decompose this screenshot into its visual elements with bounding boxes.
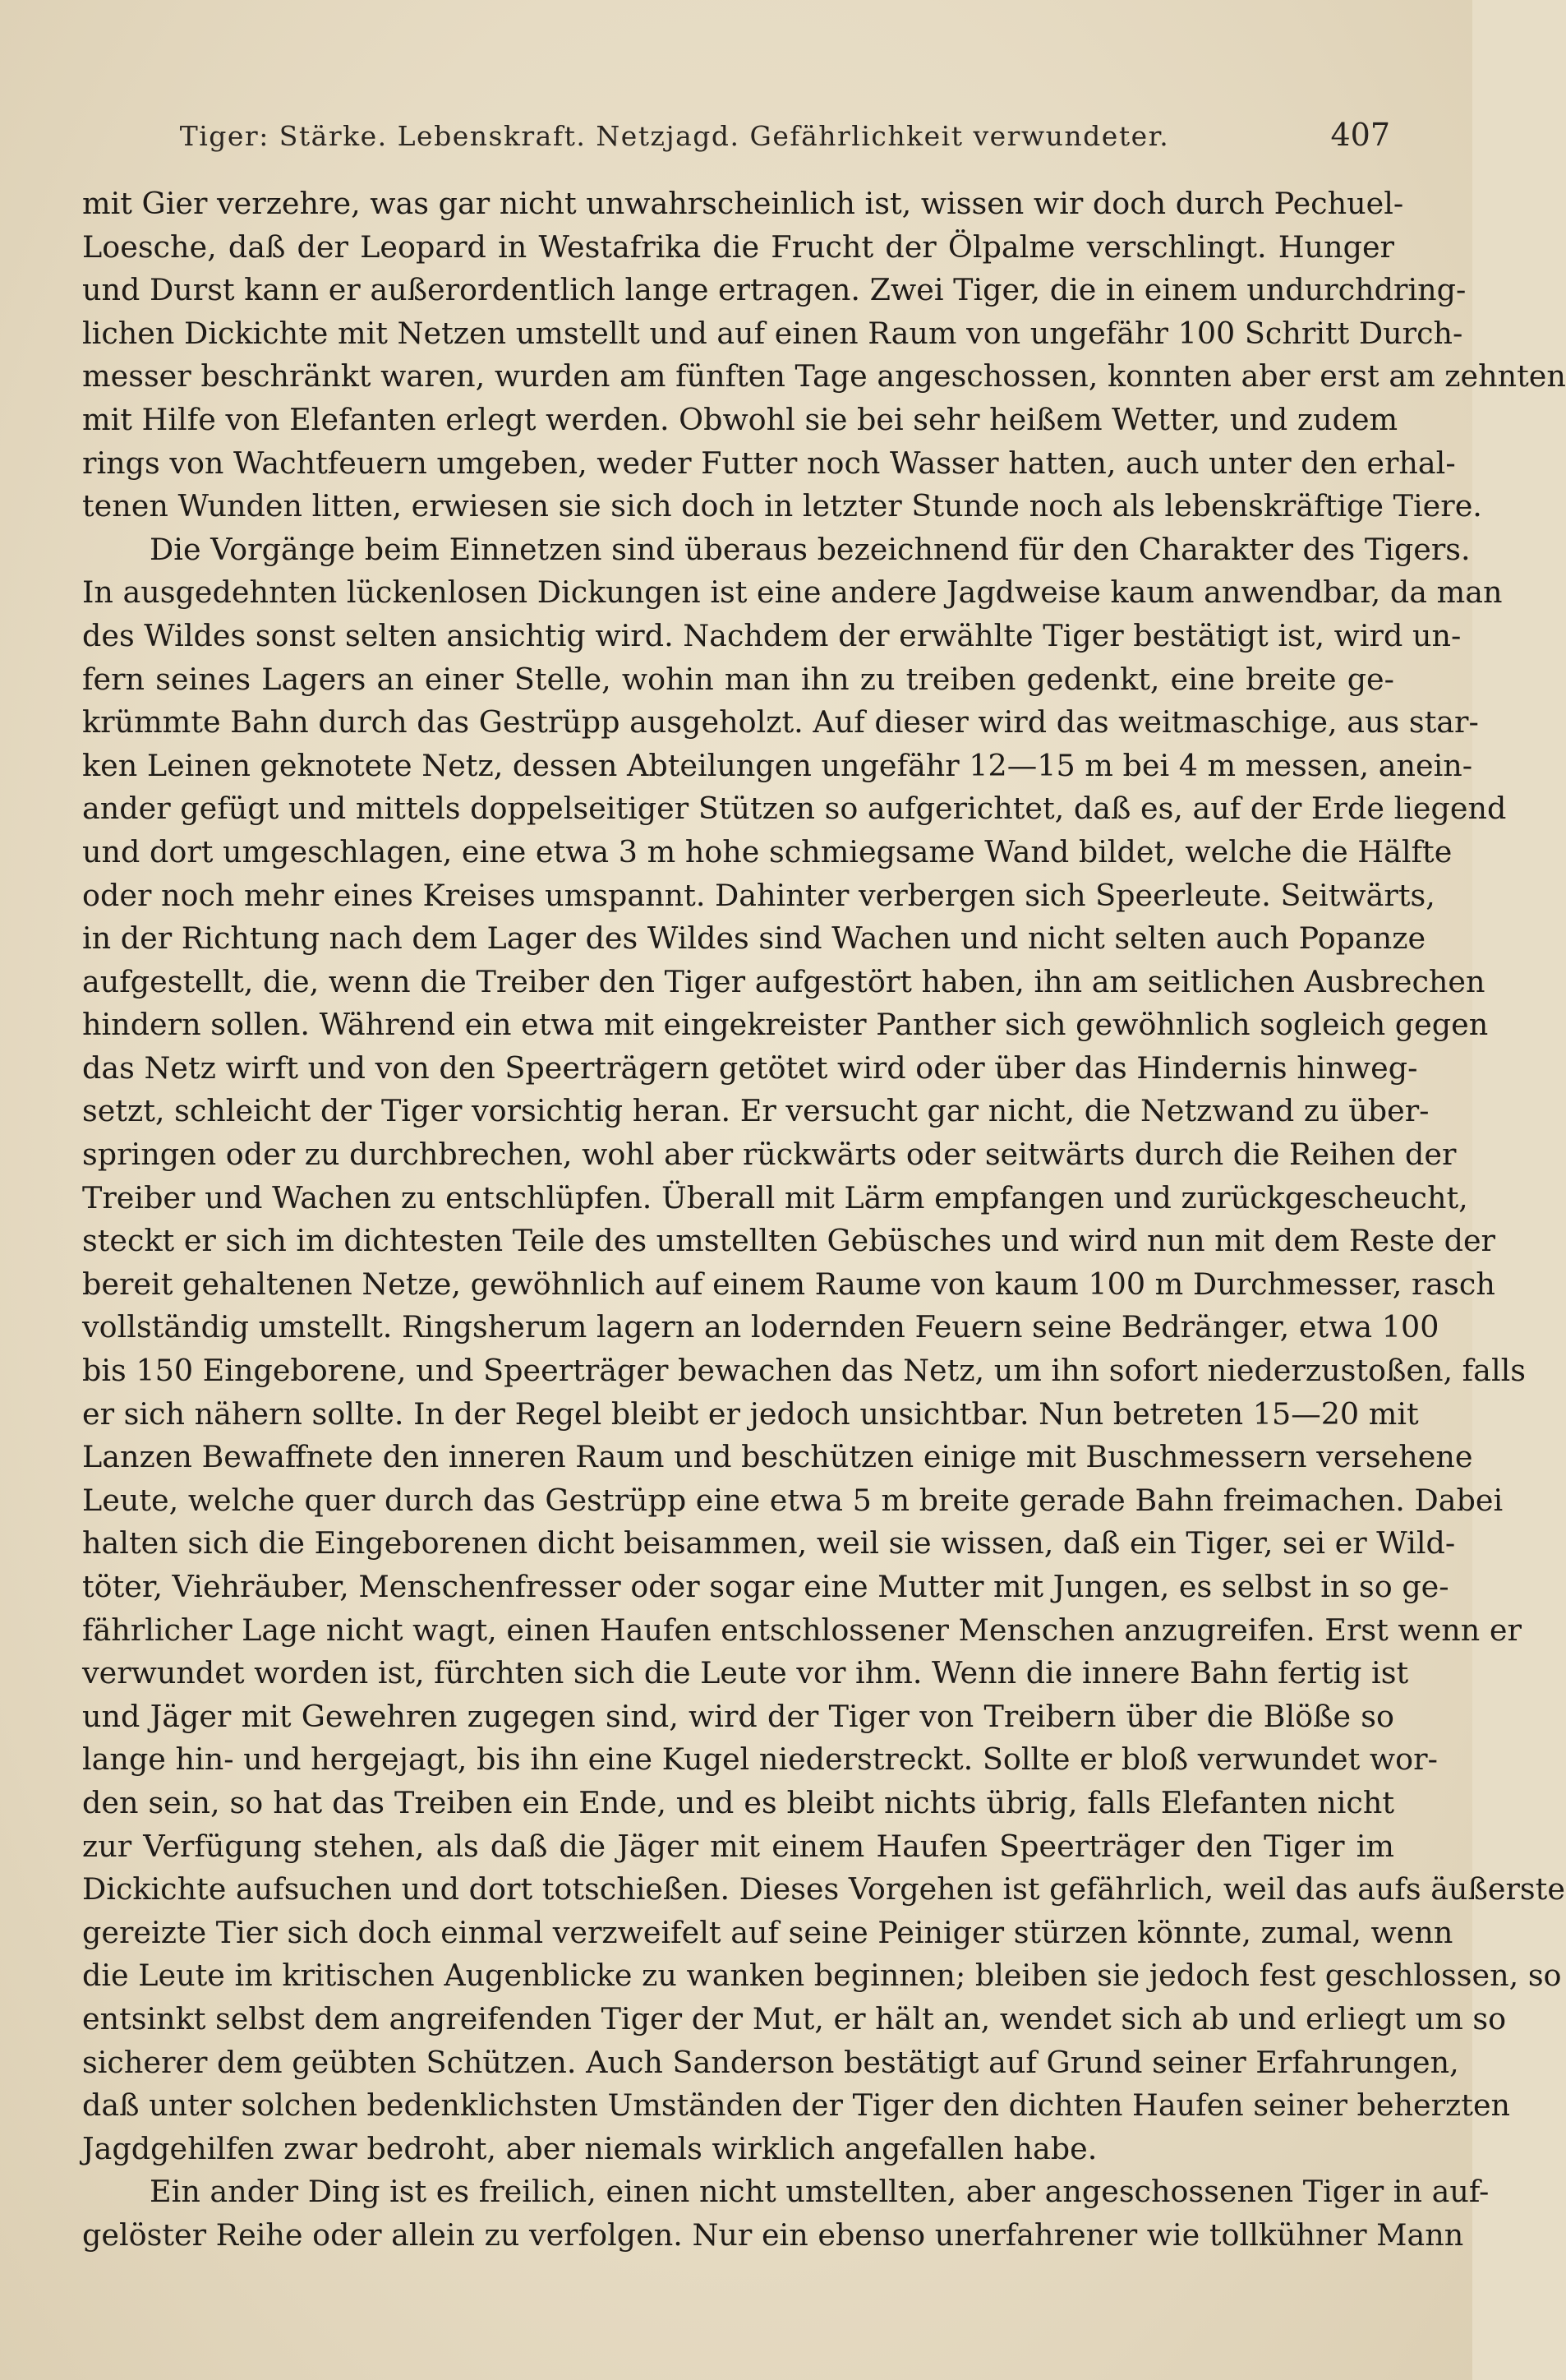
page-number: 407 bbox=[1330, 117, 1390, 153]
text-line: ken Leinen geknotete Netz, dessen Abteilungen ungefähr 12—15 m bei 4 m messen, anein- bbox=[82, 747, 1473, 783]
text-line: mit Hilfe von Elefanten erlegt werden. Obwohl sie bei sehr heißem Wetter, und zudem bbox=[82, 401, 1398, 437]
text-line: Loesche, daß der Leopard in Westafrika die Frucht der Ölpalme verschlingt. Hunger bbox=[82, 228, 1394, 265]
text-line: fährlicher Lage nicht wagt, einen Haufen entschlossener Menschen anzugreifen. Erst wenn er bbox=[82, 1612, 1522, 1648]
text-line: gereizte Tier sich doch einmal verzweifelt auf seine Peiniger stürzen könnte, zumal, wenn bbox=[82, 1914, 1453, 1950]
text-line: Die Vorgänge beim Einnetzen sind überaus bezeichnend für den Charakter des Tigers. bbox=[150, 531, 1471, 567]
text-line: lange hin- und hergejagt, bis ihn eine Kugel niederstreckt. Sollte er bloß verwundet wor- bbox=[82, 1741, 1438, 1778]
text-line: mit Gier verzehre, was gar nicht unwahrscheinlich ist, wissen wir doch durch Pechuel- bbox=[82, 186, 1404, 221]
text-line: springen oder zu durchbrechen, wohl aber rückwärts oder seitwärts durch die Reihen der bbox=[82, 1137, 1457, 1173]
text-line: töter, Viehräuber, Menschenfresser oder sogar eine Mutter mit Jungen, es selbst in so ge- bbox=[82, 1569, 1449, 1604]
text-line: er sich nähern sollte. In der Regel bleibt er jedoch unsichtbar. Nun betreten 15—20 mit bbox=[82, 1395, 1419, 1432]
text-line: sicherer dem geübten Schützen. Auch Sanderson bestätigt auf Grund seiner Erfahrungen, bbox=[82, 2044, 1459, 2080]
text-line: ander gefügt und mittels doppelseitiger Stützen so aufgerichtet, daß es, auf der Erde liegend bbox=[82, 791, 1507, 827]
text-line: bereit gehaltenen Netze, gewöhnlich auf einem Raume von kaum 100 m Durchmesser, rasch bbox=[82, 1266, 1495, 1302]
text-line: in der Richtung nach dem Lager des Wildes sind Wachen und nicht selten auch Popanze bbox=[82, 920, 1426, 957]
text-line: gelöster Reihe oder allein zu verfolgen. Nur ein ebenso unerfahrener wie tollkühner Mann bbox=[82, 2216, 1464, 2253]
text-line: und dort umgeschlagen, eine etwa 3 m hohe schmiegsame Wand bildet, welche die Hälfte bbox=[82, 833, 1453, 869]
text-line: den sein, so hat das Treiben ein Ende, und es bleibt nichts übrig, falls Elefanten nicht bbox=[82, 1784, 1394, 1820]
text-line: bis 150 Eingeborene, und Speerträger bewachen das Netz, um ihn sofort niederzustoßen, falls bbox=[82, 1353, 1527, 1389]
text-line: In ausgedehnten lückenlosen Dickungen ist eine andere Jagdweise kaum anwendbar, da man bbox=[82, 574, 1503, 611]
text-line: Jagdgehilfen zwar bedroht, aber niemals wirklich angefallen habe. bbox=[82, 2130, 1098, 2166]
text-line: Treiber und Wachen zu entschlüpfen. Überall mit Lärm empfangen und zurückgescheucht, bbox=[82, 1179, 1468, 1215]
text-line: zur Verfügung stehen, als daß die Jäger mit einem Haufen Speerträger den Tiger im bbox=[82, 1828, 1394, 1864]
text-line: halten sich die Eingeborenen dicht beisammen, weil sie wissen, daß ein Tiger, sei er Wild- bbox=[82, 1525, 1456, 1561]
text-line: vollständig umstellt. Ringsherum lagern an lodernden Feuern seine Bedränger, etwa 100 bbox=[82, 1309, 1439, 1345]
text-line: Ein ander Ding ist es freilich, einen nicht umstellten, aber angeschossenen Tiger in auf- bbox=[150, 2174, 1490, 2210]
text-line: hindern sollen. Während ein etwa mit eingekreister Panther sich gewöhnlich sogleich gegen bbox=[82, 1007, 1489, 1043]
text-line: tenen Wunden litten, erwiesen sie sich doch in letzter Stunde noch als lebenskräftige Tiere. bbox=[82, 488, 1482, 524]
text-line: daß unter solchen bedenklichsten Umständen der Tiger den dichten Haufen seiner beherzten bbox=[82, 2087, 1511, 2124]
text-line: messer beschränkt waren, wurden am fünften Tage angeschossen, konnten aber erst am zehnten bbox=[82, 358, 1566, 394]
page-header bbox=[82, 113, 1390, 163]
text-line: oder noch mehr eines Kreises umspannt. Dahinter verbergen sich Speerleute. Seitwärts, bbox=[82, 877, 1435, 913]
body-text bbox=[82, 182, 1566, 2258]
text-line: lichen Dickichte mit Netzen umstellt und auf einen Raum von ungefähr 100 Schritt Durch- bbox=[82, 315, 1463, 351]
text-line: des Wildes sonst selten ansichtig wird. Nachdem der erwählte Tiger bestätigt ist, wird un- bbox=[82, 617, 1462, 653]
text-line: Lanzen Bewaffnete den inneren Raum und beschützen einige mit Buschmessern versehene bbox=[82, 1439, 1473, 1475]
running-head: Tiger: Stärke. Lebenskraft. Netzjagd. Gefährlichkeit verwundeter. bbox=[179, 120, 1170, 152]
text-line: und Jäger mit Gewehren zugegen sind, wird der Tiger von Treibern über die Blöße so bbox=[82, 1698, 1394, 1734]
text-line: fern seines Lagers an einer Stelle, wohin man ihn zu treiben gedenkt, eine breite ge- bbox=[82, 661, 1394, 697]
text-line: rings von Wachtfeuern umgeben, weder Futter noch Wasser hatten, auch unter den erhal- bbox=[82, 445, 1456, 481]
text-line: krümmte Bahn durch das Gestrüpp ausgeholzt. Auf dieser wird das weitmaschige, aus star- bbox=[82, 704, 1479, 740]
text-line: Leute, welche quer durch das Gestrüpp eine etwa 5 m breite gerade Bahn freimachen. Dabei bbox=[82, 1482, 1504, 1518]
text-line: und Durst kann er außerordentlich lange ertragen. Zwei Tiger, die in einem undurchdring- bbox=[82, 272, 1467, 308]
text-line: steckt er sich im dichtesten Teile des umstellten Gebüsches und wird nun mit dem Reste der bbox=[82, 1223, 1496, 1259]
text-line: Dickichte aufsuchen und dort totschießen. Dieses Vorgehen ist gefährlich, weil das aufs äußerste bbox=[82, 1871, 1565, 1907]
text-line: setzt, schleicht der Tiger vorsichtig heran. Er versucht gar nicht, die Netzwand zu über- bbox=[82, 1093, 1430, 1129]
text-line: entsinkt selbst dem angreifenden Tiger der Mut, er hält an, wendet sich ab und erliegt um so bbox=[82, 2000, 1507, 2036]
text-line: das Netz wirft und von den Speerträgern getötet wird oder über das Hindernis hinweg- bbox=[82, 1049, 1418, 1086]
text-line: aufgestellt, die, wenn die Treiber den Tiger aufgestört haben, ihn am seitlichen Ausbrechen bbox=[82, 963, 1485, 999]
text-line: verwundet worden ist, fürchten sich die Leute vor ihm. Wenn die innere Bahn fertig ist bbox=[82, 1655, 1409, 1691]
text-line: die Leute im kritischen Augenblicke zu wanken beginnen; bleiben sie jedoch fest geschlossen, so bbox=[82, 1958, 1562, 1994]
